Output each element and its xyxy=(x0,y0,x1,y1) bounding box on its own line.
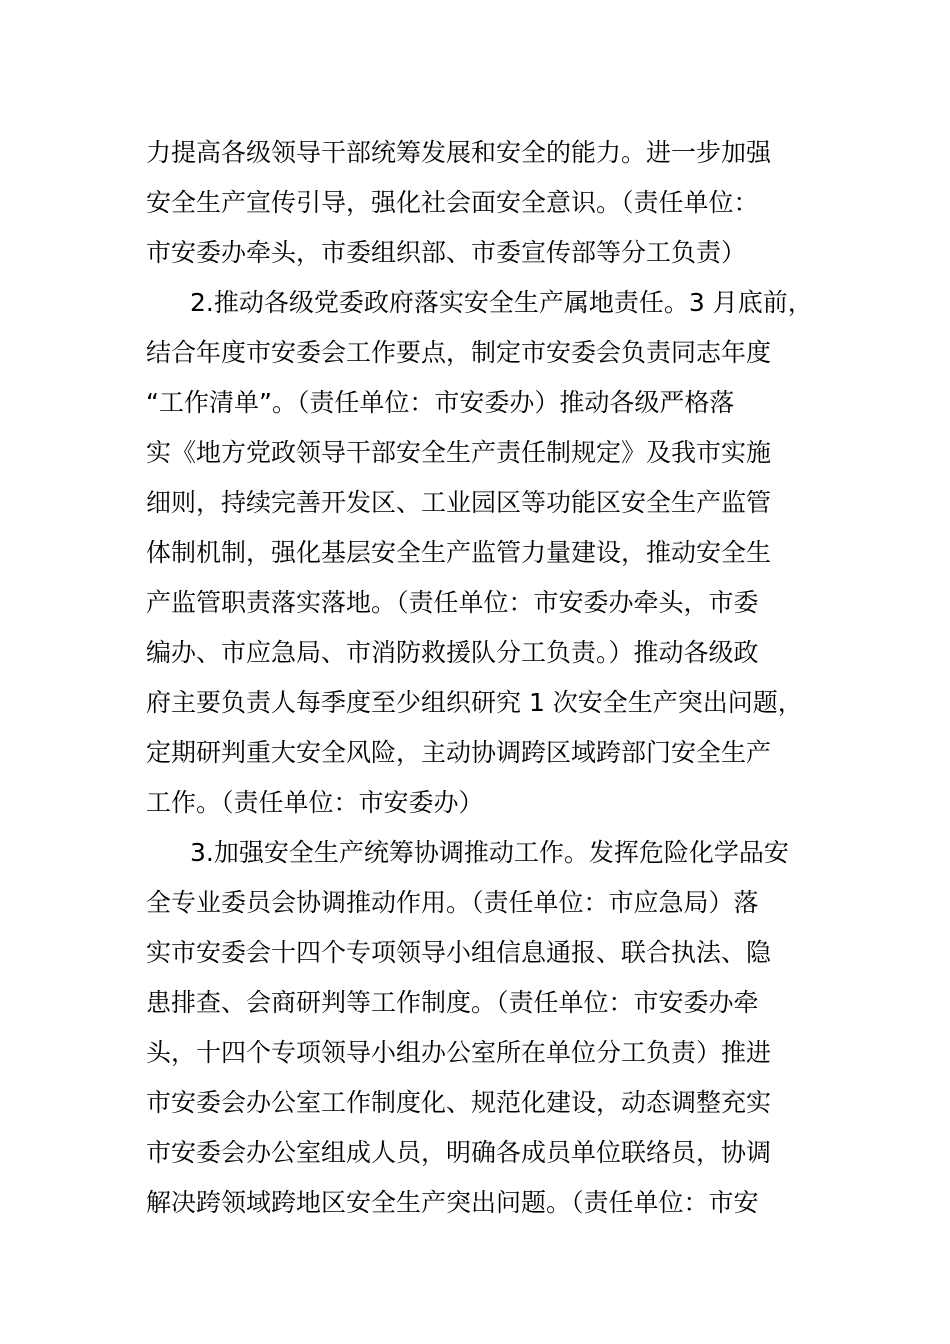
text-line: 实市安委会十四个专项领导小组信息通报、联合执法、隐 xyxy=(146,938,772,967)
text-line: 市安委会办公室工作制度化、规范化建设，动态调整充实 xyxy=(146,1088,772,1117)
text-line: 编办、市应急局、市消防救援队分工负责。）推动各级政 xyxy=(146,638,759,667)
text-line: 2.推动各级党委政府落实安全生产属地责任。3 月底前， xyxy=(190,288,813,317)
text-line: 安全生产宣传引导，强化社会面安全意识。（责任单位： xyxy=(146,188,759,217)
text-line: “工作清单”。（责任单位：市安委办）推动各级严格落 xyxy=(146,388,735,417)
text-line: 体制机制，强化基层安全生产监管力量建设，推动安全生 xyxy=(146,538,772,567)
text-line: 解决跨领域跨地区安全生产突出问题。（责任单位：市安 xyxy=(146,1188,759,1217)
text-line: 市安委办牵头，市委组织部、市委宣传部等分工负责） xyxy=(146,238,747,267)
text-line: 患排查、会商研判等工作制度。（责任单位：市安委办牵 xyxy=(146,988,759,1017)
text-line: 结合年度市安委会工作要点，制定市安委会负责同志年度 xyxy=(146,338,772,367)
text-line: 工作。（责任单位：市安委办） xyxy=(146,788,484,817)
text-line: 力提高各级领导干部统筹发展和安全的能力。进一步加强 xyxy=(146,138,772,167)
text-line: 细则，持续完善开发区、工业园区等功能区安全生产监管 xyxy=(146,488,772,517)
text-line: 府主要负责人每季度至少组织研究 1 次安全生产突出问题， xyxy=(146,688,803,717)
text-line: 头，十四个专项领导小组办公室所在单位分工负责）推进 xyxy=(146,1038,772,1067)
text-line: 产监管职责落实落地。（责任单位：市安委办牵头，市委 xyxy=(146,588,759,617)
text-line: 全专业委员会协调推动作用。（责任单位：市应急局）落 xyxy=(146,888,759,917)
text-line: 市安委会办公室组成人员，明确各成员单位联络员，协调 xyxy=(146,1138,772,1167)
text-line: 定期研判重大安全风险，主动协调跨区域跨部门安全生产 xyxy=(146,738,772,767)
text-line: 3.加强安全生产统筹协调推动工作。发挥危险化学品安 xyxy=(190,838,789,867)
text-line: 实《地方党政领导干部安全生产责任制规定》及我市实施 xyxy=(146,438,772,467)
